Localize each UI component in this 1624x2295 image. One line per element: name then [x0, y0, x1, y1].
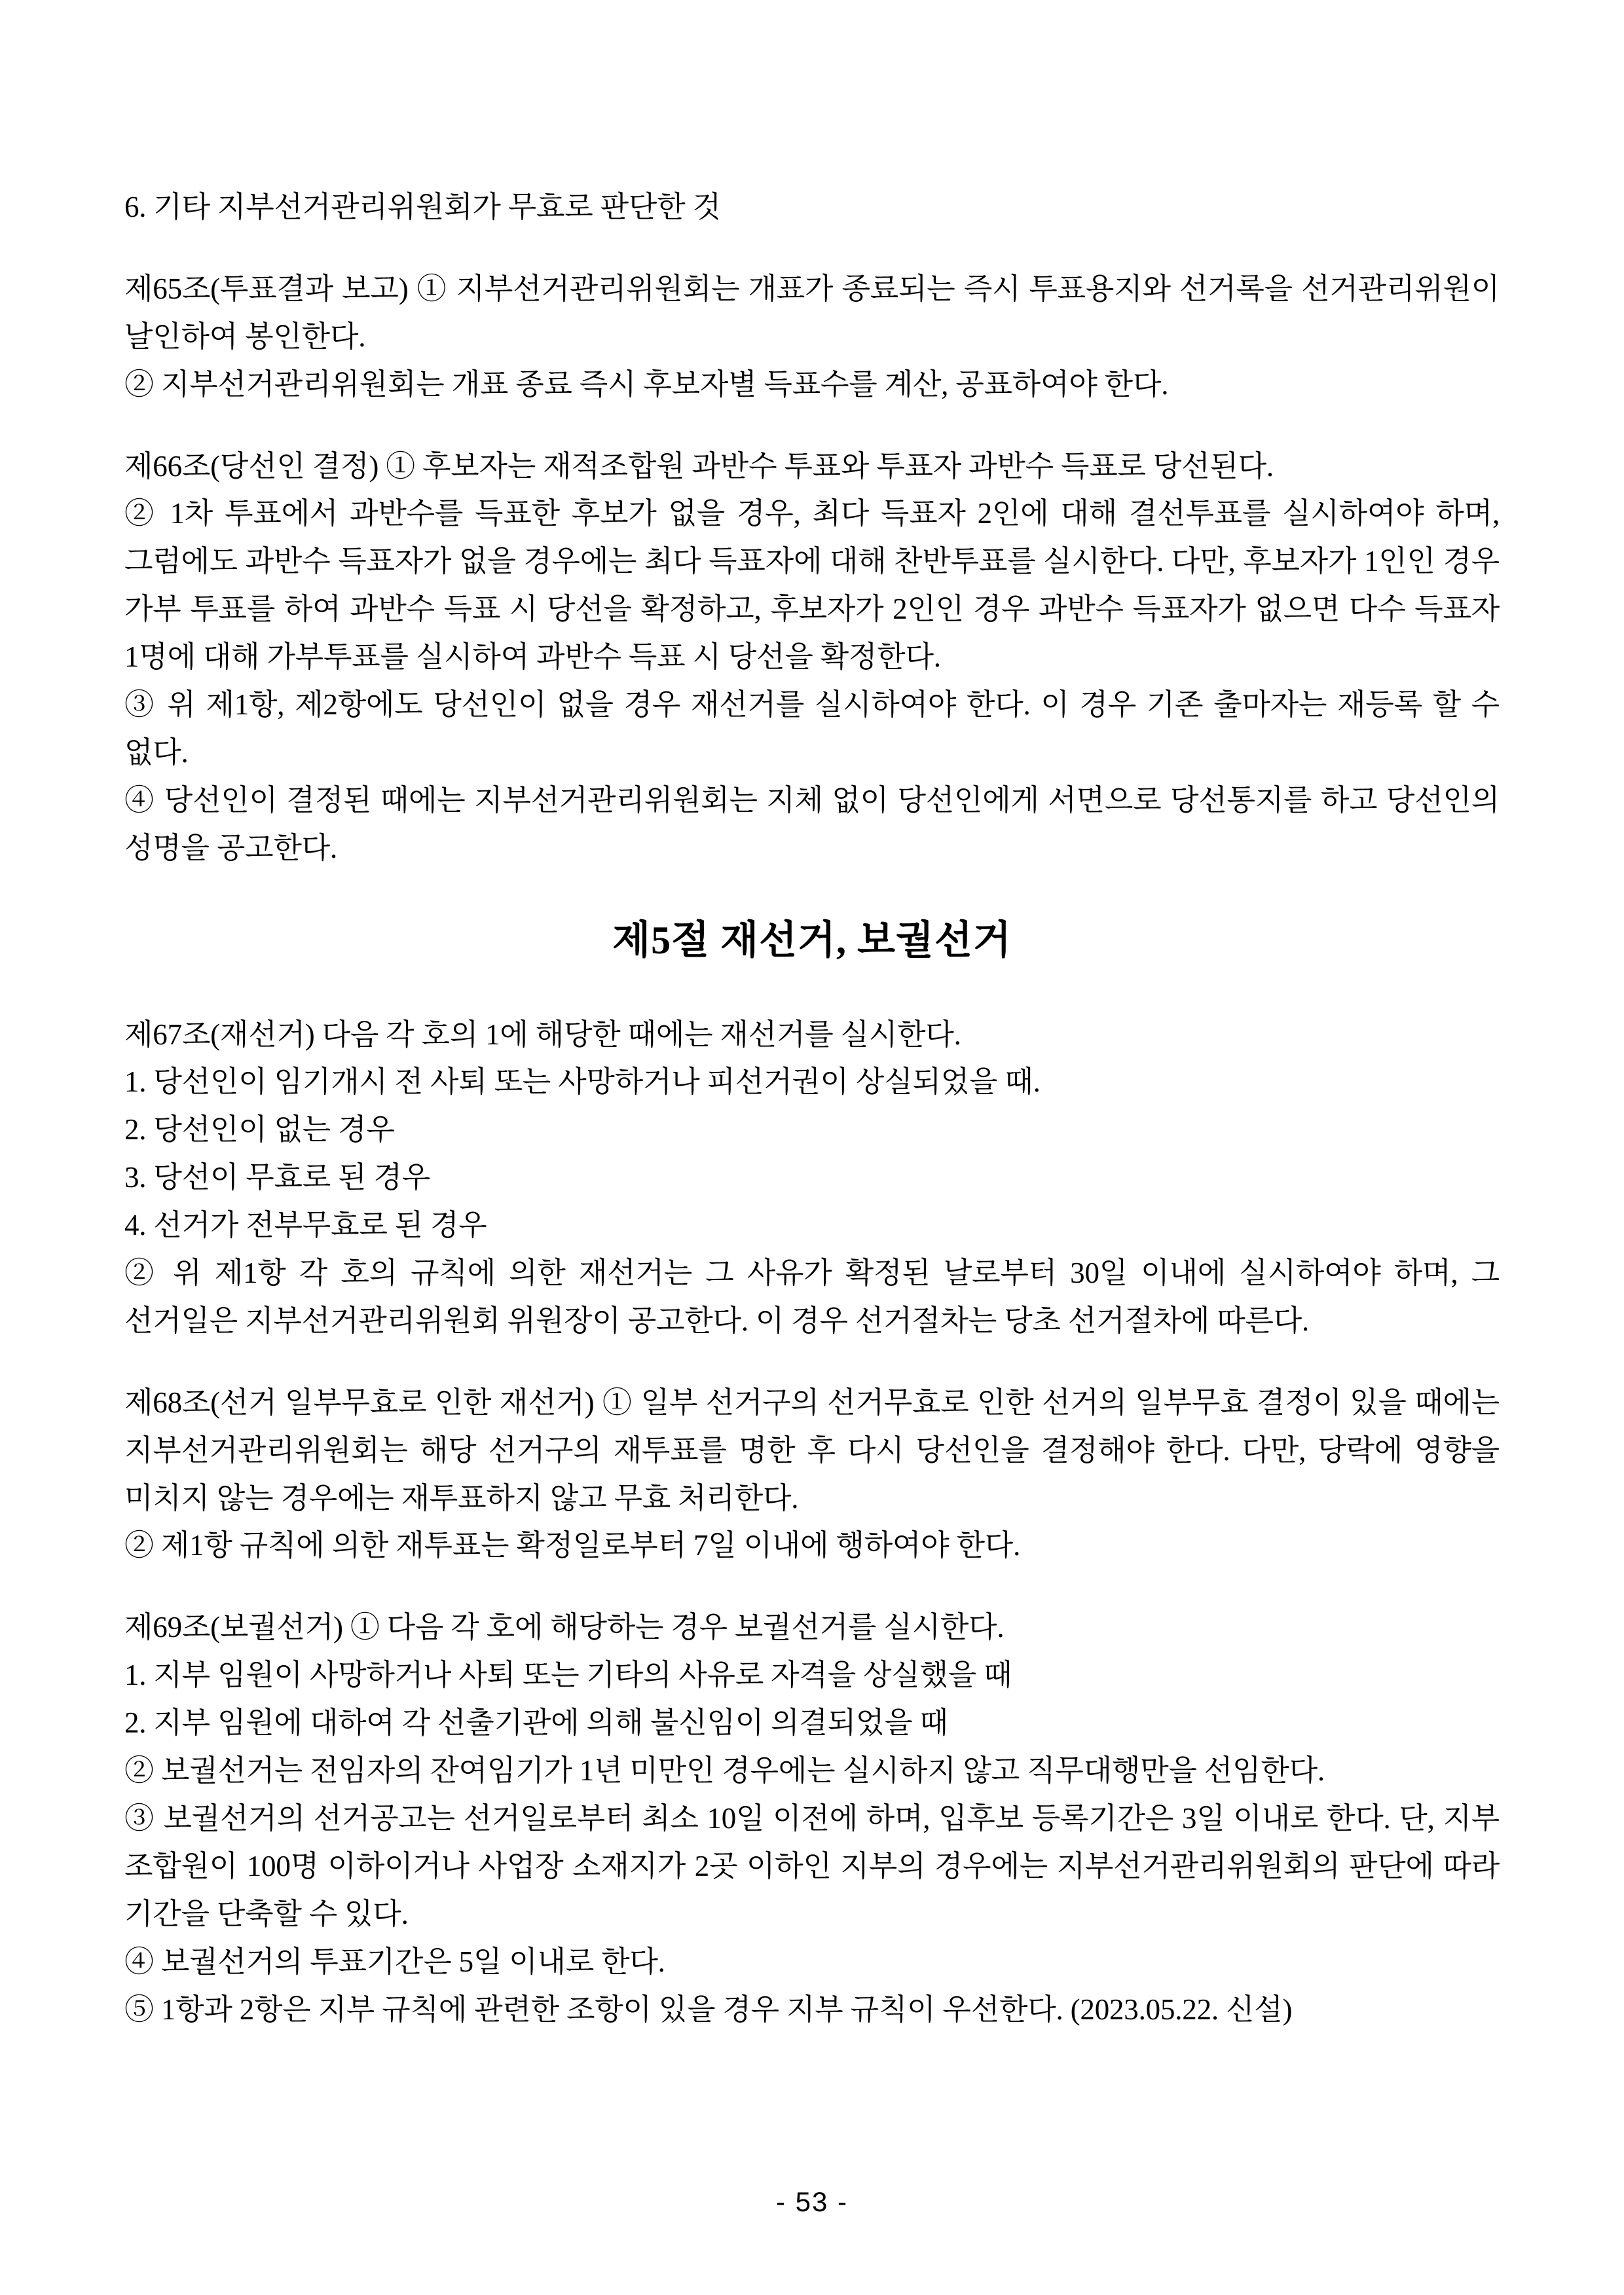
list-item: 2. 당선인이 없는 경우	[124, 1113, 395, 1147]
article-67-main: 제67조(재선거) 다음 각 호의 1에 해당한 때에는 재선거를 실시한다.	[124, 1018, 961, 1051]
article-69-clause-1: 제69조(보궐선거) ① 다음 각 호에 해당하는 경우 보궐선거를 실시한다.	[124, 1611, 1005, 1644]
paragraph-spacer	[124, 1570, 1500, 1604]
article-69-clause-2: ② 보궐선거는 전임자의 잔여임기가 1년 미만인 경우에는 실시하지 않고 직무대행만을 선임한다.	[124, 1754, 1325, 1788]
list-item: 1. 당선인이 임기개시 전 사퇴 또는 사망하거나 피선거권이 상실되었을 때.	[124, 1065, 1041, 1099]
article-69-clause-4: ④ 보궐선거의 투표기간은 5일 이내로 한다.	[124, 1945, 665, 1978]
document-body-column	[124, 183, 1500, 2033]
list-item: 6. 기타 지부선거관리위원회가 무효로 판단한 것	[124, 191, 721, 223]
article-65-clause-1: 제65조(투표결과 보고) ① 지부선거관리위원회는 개표가 종료되는 즉시 투표용지와 선거록을 선거관리위원이 날인하여 봉인한다.	[124, 272, 1500, 353]
article-68-clause-2: ② 제1항 규칙에 의한 재투표는 확정일로부터 7일 이내에 행하여야 한다.	[124, 1529, 1021, 1562]
article-69-clause-5: ⑤ 1항과 2항은 지부 규칙에 관련한 조항이 있을 경우 지부 규칙이 우선한다. (2023.05.22. 신설)	[124, 1992, 1293, 2026]
article-66-clause-4: ④ 당선인이 결정된 때에는 지부선거관리위원회는 지체 없이 당선인에게 서면으로 당선통지를 하고 당선인의 성명을 공고한다.	[124, 783, 1500, 864]
list-item: 2. 지부 임원에 대하여 각 선출기관에 의해 불신임이 의결되었을 때	[124, 1706, 948, 1740]
page-number: - 53 -	[775, 2186, 849, 2217]
article-65-clause-2: ② 지부선거관리위원회는 개표 종료 즉시 후보자별 득표수를 계산, 공표하여야 한다.	[124, 367, 1169, 401]
article-66-clause-1: 제66조(당선인 결정) ① 후보자는 재적조합원 과반수 투표와 투표자 과반수 득표로 당선된다.	[124, 449, 1274, 483]
article-68-clause-1: 제68조(선거 일부무효로 인한 재선거) ① 일부 선거구의 선거무효로 인한 선거의 일부무효 결정이 있을 때에는 지부선거관리위원회는 해당 선거구의 재투표를 명한 후 다시 당선인을 결정해야 한다. 다만, 당락에 영향을 미치지 않는 경우에는 재투표하지 않고 무효 처리한다.	[124, 1386, 1500, 1515]
article-66-clause-2: ② 1차 투표에서 과반수를 득표한 후보가 없을 경우, 최다 득표자 2인에 대해 결선투표를 실시하여야 하며, 그럼에도 과반수 득표자가 없을 경우에는 최다 득표자에 대해 찬반투표를 실시한다. 다만, 후보자가 1인인 경우 가부 투표를 하여 과반수 득표 시 당선을 확정하고, 후보자가 2인인 경우 과반수 득표자가 없으면 다수 득표자 1명에 대해 가부투표를 실시하여 과반수 득표 시 당선을 확정한다.	[124, 497, 1500, 674]
paragraph-spacer	[124, 1345, 1500, 1379]
list-item: 1. 지부 임원이 사망하거나 사퇴 또는 기타의 사유로 자격을 상실했을 때	[124, 1659, 1012, 1692]
section-heading: 제5절 재선거, 보궐선거	[612, 918, 1012, 962]
article-67-clause-2: ② 위 제1항 각 호의 규칙에 의한 재선거는 그 사유가 확정된 날로부터 30일 이내에 실시하여야 하며, 그 선거일은 지부선거관리위원회 위원장이 공고한다. 이 경우 선거절차는 당초 선거절차에 따른다.	[124, 1257, 1500, 1337]
section-heading-block	[124, 872, 1500, 1011]
article-66-clause-3: ③ 위 제1항, 제2항에도 당선인이 없을 경우 재선거를 실시하여야 한다. 이 경우 기존 출마자는 재등록 할 수 없다.	[124, 688, 1500, 769]
paragraph-spacer	[124, 409, 1500, 443]
paragraph-spacer	[124, 231, 1500, 265]
list-item: 4. 선거가 전부무효로 된 경우	[124, 1209, 487, 1242]
list-item: 3. 당선이 무효로 된 경우	[124, 1161, 430, 1194]
article-69-clause-3: ③ 보궐선거의 선거공고는 선거일로부터 최소 10일 이전에 하며, 입후보 등록기간은 3일 이내로 한다. 단, 지부 조합원이 100명 이하이거나 사업장 소재지가 2곳 이하인 지부의 경우에는 지부선거관리위원회의 판단에 따라 기간을 단축할 수 있다.	[124, 1801, 1500, 1930]
